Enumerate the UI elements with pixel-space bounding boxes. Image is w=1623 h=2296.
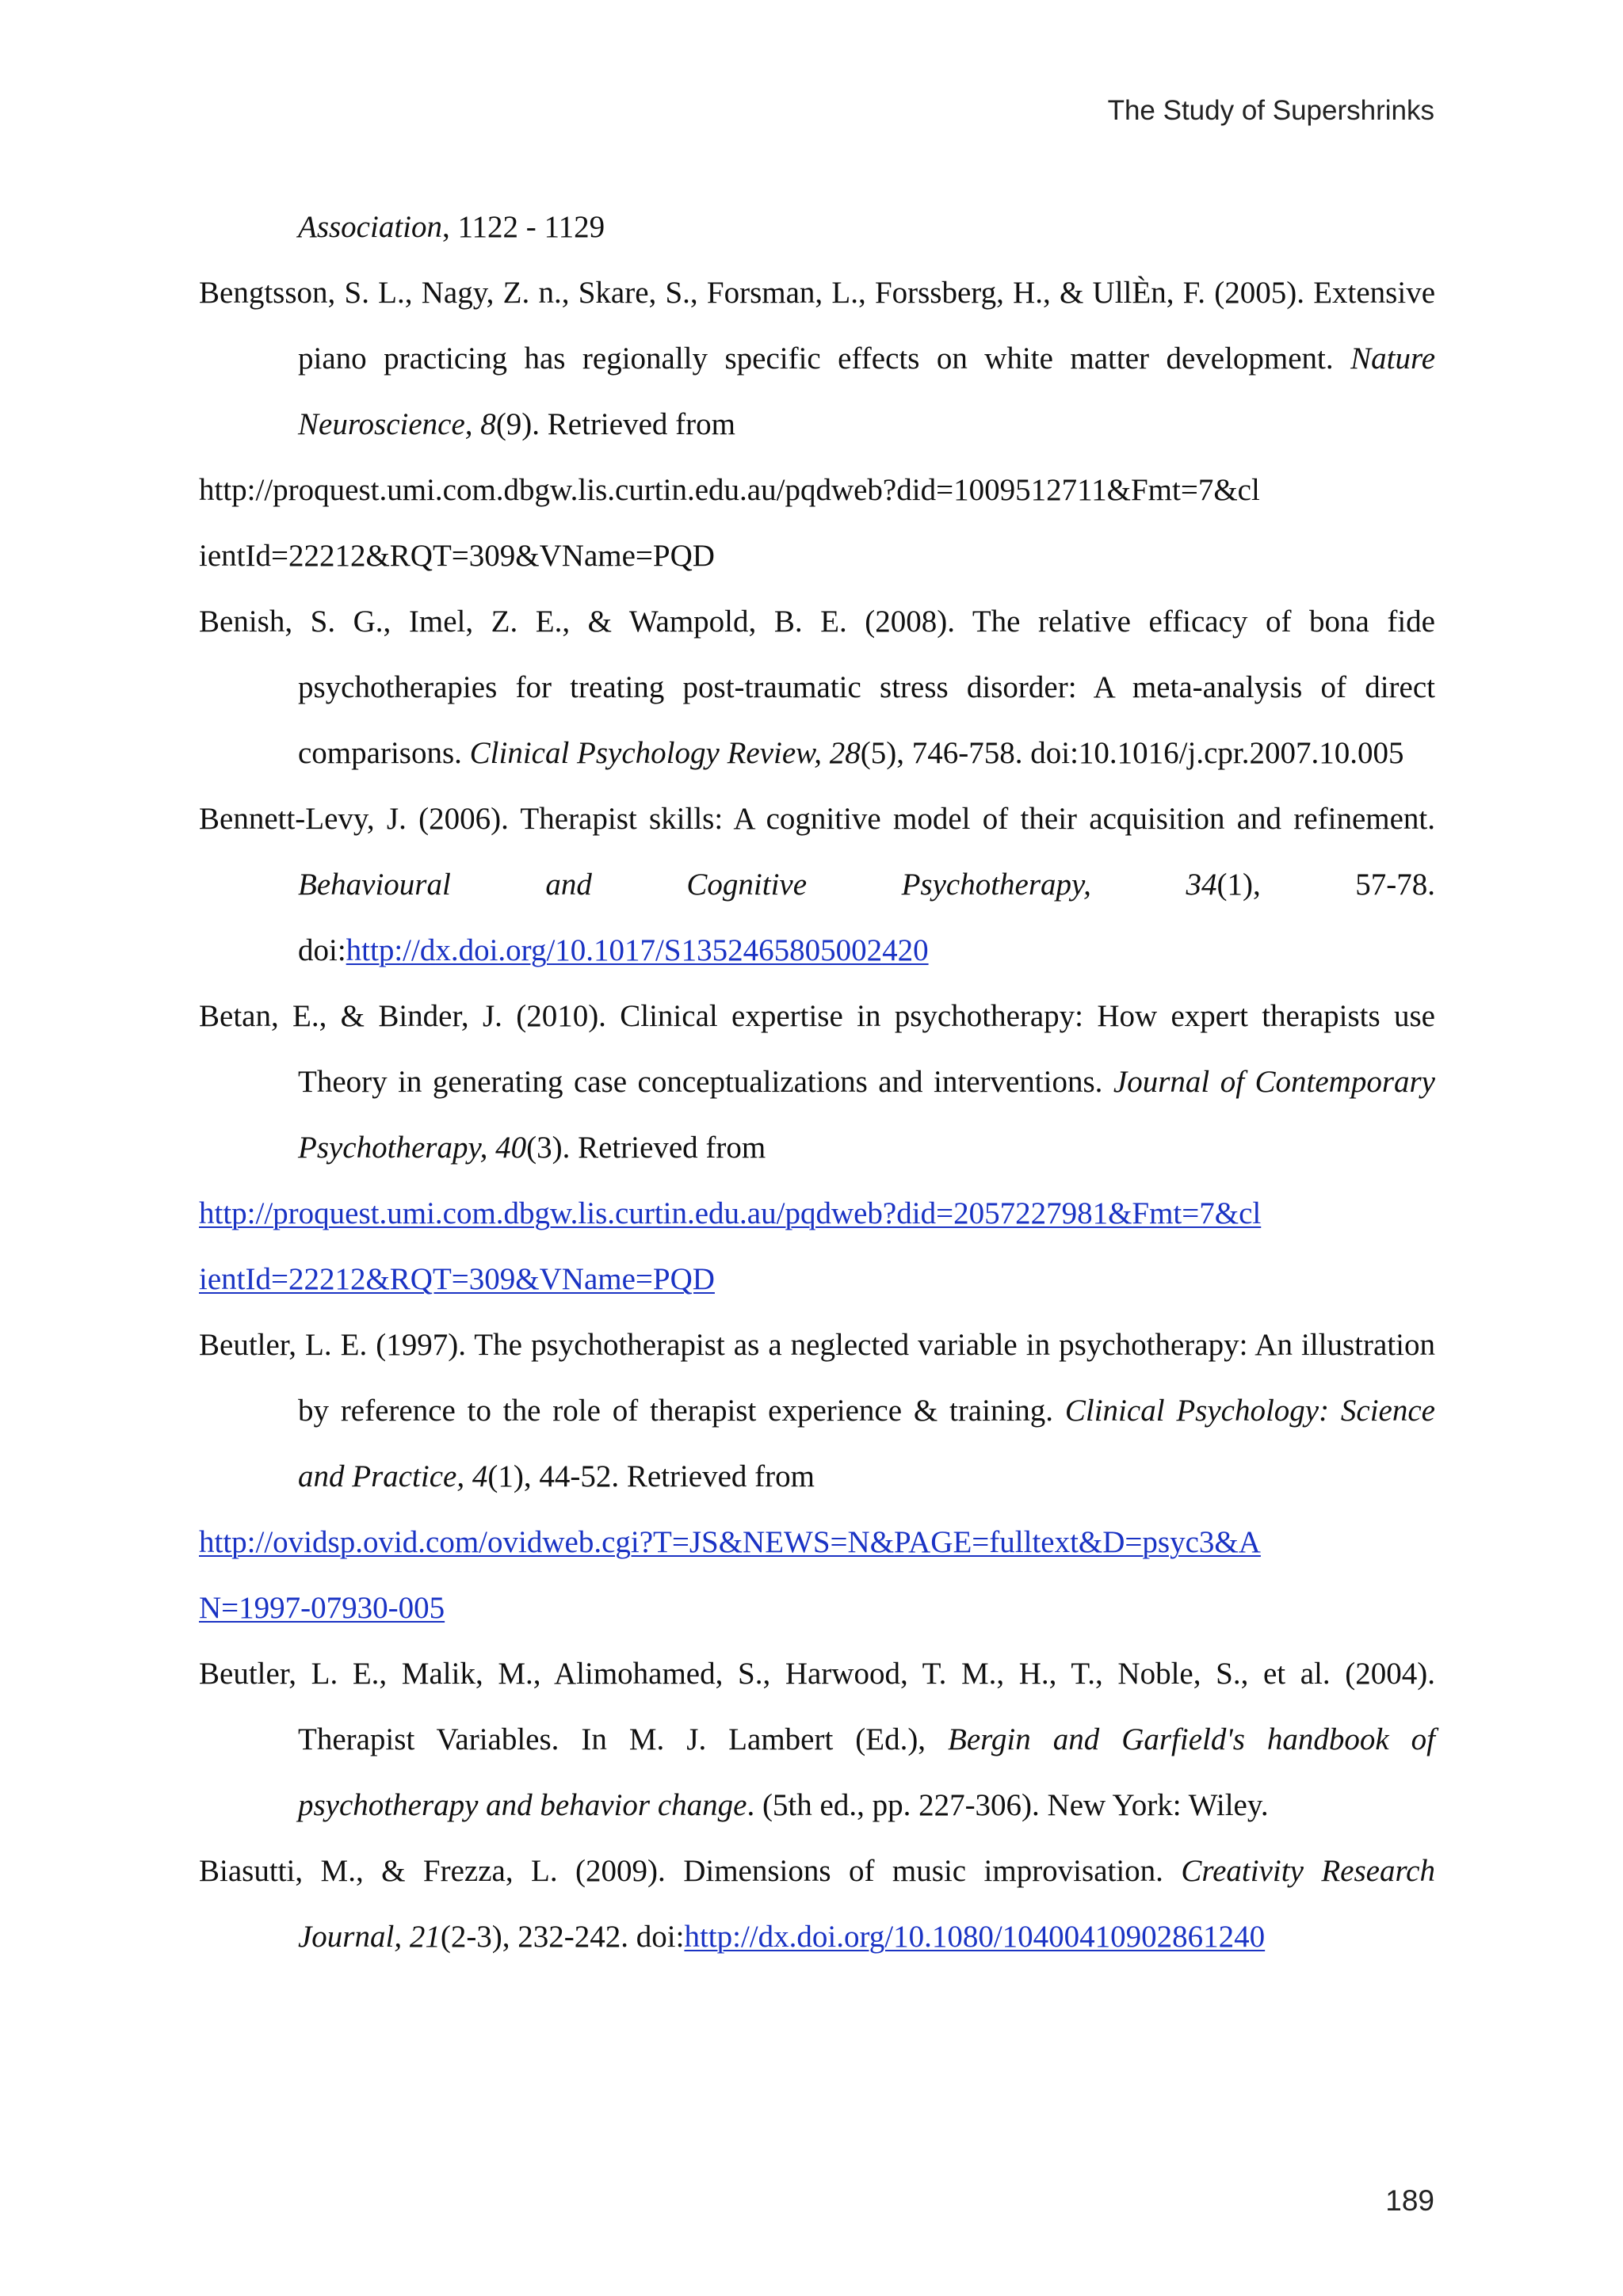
reference-biasutti-2009 [199, 1838, 1435, 1970]
doi-prefix: doi: [636, 1920, 685, 1954]
book-title: Bergin and Garfield's handbook of psychotherapy and behavior change [298, 1722, 1435, 1822]
journal-title: Creativity Research Journal, 21 [298, 1854, 1435, 1954]
reference-issue: (9). Retrieved from [495, 407, 735, 441]
reference-url-continued[interactable]: ientId=22212&RQT=309&VName=PQD [199, 1262, 715, 1296]
reference-beutler-1997 [199, 1312, 1435, 1641]
reference-url[interactable]: http://ovidsp.ovid.com/ovidweb.cgi?T=JS&NEWS=N&PAGE=fulltext&D=psyc3&A [199, 1525, 1261, 1559]
journal-title: Association [298, 210, 442, 244]
reference-authors-title: Benish, S. G., Imel, Z. E., & Wampold, B. E. (2008). The relative efficacy of bona fide psychotherapies for treating post-traumatic stress disorder: A meta-analysis of direct comparisons. [199, 605, 1435, 770]
reference-issue: (1), 57-78. [1216, 868, 1435, 902]
reference-betan-2010 [199, 983, 1435, 1312]
journal-title: Nature Neuroscience, 8 [298, 341, 1435, 441]
reference-bengtsson-2005 [199, 260, 1435, 589]
journal-title: Clinical Psychology: Science and Practice, 4 [298, 1394, 1435, 1493]
doi-prefix: doi: [298, 933, 346, 967]
reference-pages: , 1122 - 1129 [442, 210, 605, 244]
reference-doi: doi:10.1016/j.cpr.2007.10.005 [1030, 736, 1404, 770]
doi-link[interactable]: http://dx.doi.org/10.1080/10400410902861240 [684, 1920, 1266, 1954]
journal-title: Clinical Psychology Review, 28 [469, 736, 861, 770]
reference-authors-title: Beutler, L. E., Malik, M., Alimohamed, S., Harwood, T. M., H., T., Noble, S., et al. (2004). Therapist Variables. In M. J. Lambert (Ed.), [199, 1657, 1435, 1756]
reference-url-continued[interactable]: ientId=22212&RQT=309&VName=PQD [199, 539, 715, 573]
reference-authors-title: Betan, E., & Binder, J. (2010). Clinical expertise in psychotherapy: How expert therapists use Theory in generating case conceptualizations and interventions. [199, 999, 1435, 1099]
running-head: The Study of Supershrinks [1107, 95, 1434, 126]
reference-authors-title: Bennett-Levy, J. (2006). Therapist skills: A cognitive model of their acquisition and refinement. [199, 802, 1435, 836]
reference-authors: Bengtsson, S. L., Nagy, Z. n., Skare, S., Forsman, L., Forssberg, H., & UllÈn, F. (2005). [199, 276, 1304, 310]
page-number: 189 [1385, 2184, 1434, 2217]
reference-continuation [199, 194, 1435, 260]
journal-title: Journal of Contemporary Psychotherapy, 40 [298, 1065, 1435, 1165]
reference-issue: (1), 44-52. Retrieved from [487, 1459, 815, 1493]
reference-issue: (3). Retrieved from [526, 1131, 766, 1165]
reference-beutler-2004 [199, 1641, 1435, 1838]
journal-title: Behavioural and Cognitive Psychotherapy, 34 [298, 868, 1217, 902]
reference-bennett-levy-2006 [199, 786, 1435, 983]
reference-benish-2008 [199, 589, 1435, 786]
reference-url-continued[interactable]: N=1997-07930-005 [199, 1591, 445, 1625]
doi-link[interactable]: http://dx.doi.org/10.1017/S1352465805002420 [346, 933, 929, 967]
reference-authors-title: Biasutti, M., & Frezza, L. (2009). Dimensions of music improvisation. [199, 1854, 1182, 1888]
reference-url[interactable]: http://proquest.umi.com.dbgw.lis.curtin.edu.au/pqdweb?did=1009512711&Fmt=7&cl [199, 473, 1260, 507]
reference-url[interactable]: http://proquest.umi.com.dbgw.lis.curtin.edu.au/pqdweb?did=2057227981&Fmt=7&cl [199, 1196, 1262, 1230]
reference-publisher: . (5th ed., pp. 227-306). New York: Wiley. [747, 1788, 1269, 1822]
reference-list [199, 194, 1435, 1970]
reference-issue: (5), 746-758. [860, 736, 1023, 770]
reference-title: Extensive piano practicing has regionally specific effects on white matter development. [298, 276, 1436, 376]
reference-issue: (2-3), 232-242. [440, 1920, 636, 1954]
reference-authors-title: Beutler, L. E. (1997). The psychotherapist as a neglected variable in psychotherapy: An illustration by reference to the role of therapist experience & training. [199, 1328, 1435, 1428]
